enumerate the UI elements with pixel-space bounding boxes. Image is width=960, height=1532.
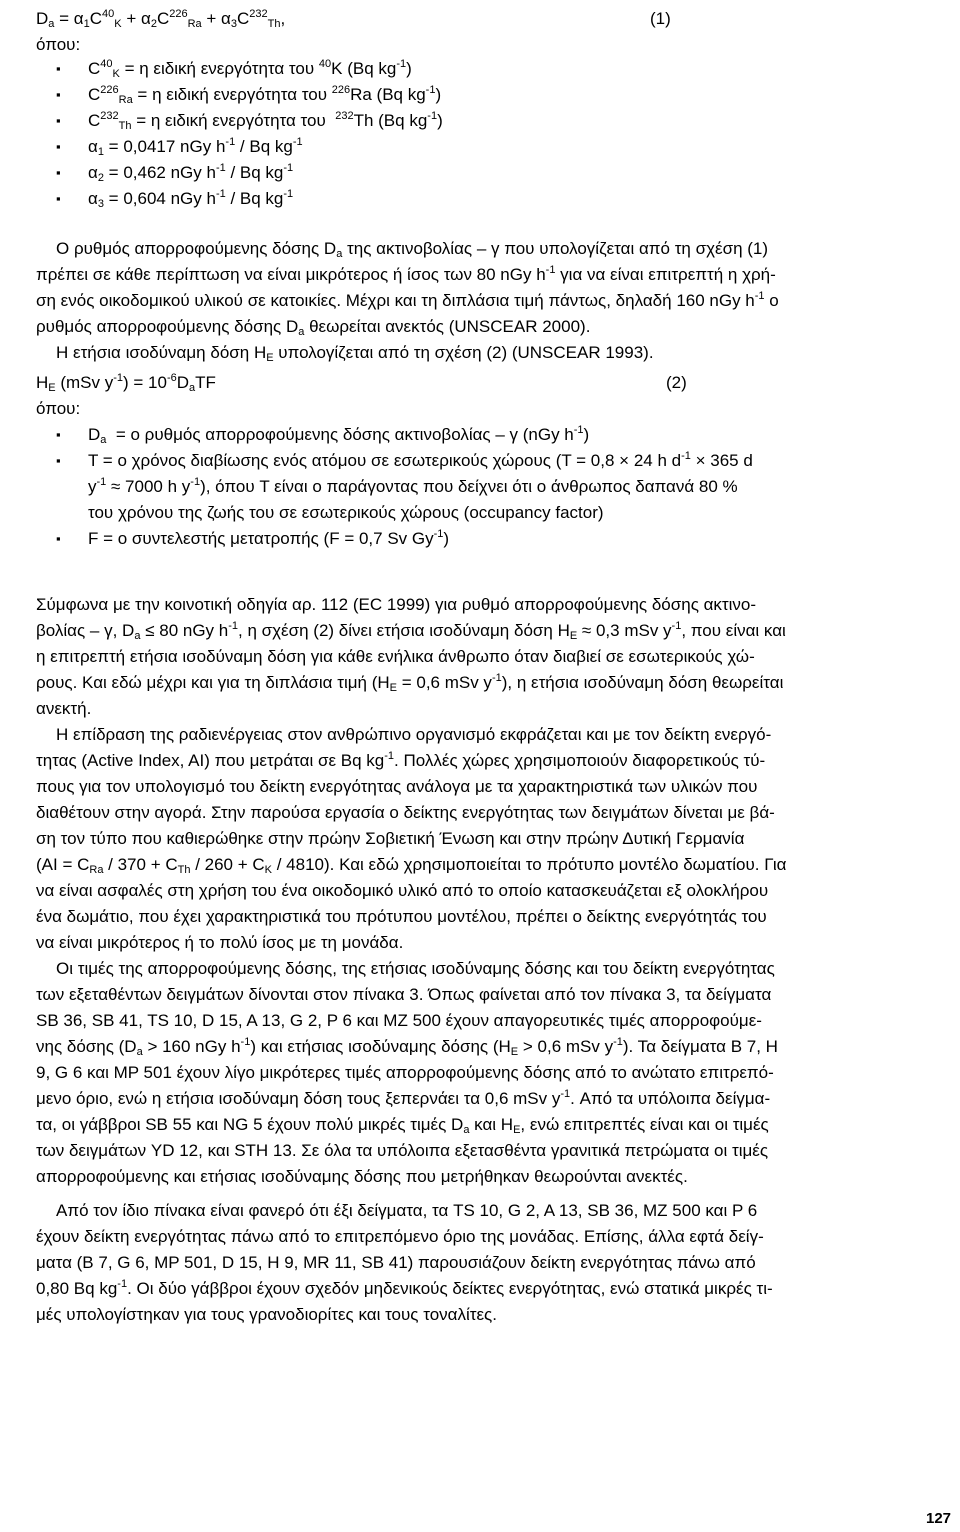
equation-1: $D_a = \alpha_1C^{40}_K + \alpha_2C^{226}_{Ra} + \alpha_3C^{232}_{Th}$, [36, 8, 286, 30]
bullet-icon: ▪ [56, 453, 61, 468]
paragraph-line: Από τον ίδιο πίνακα είναι φανερό ότι έξι δείγματα, τα TS 10, G 2, A 13, SB 36, MZ 500 και P 6 [56, 1201, 758, 1220]
paragraph-line: πους για τον υπολογισμό του δείκτη ενεργότητας ανάλογα με τα χαρακτηριστικά των υλικών που [36, 777, 758, 796]
paragraph-line: ένα δωμάτιο, που έχει χαρακτηριστικά του πρότυπου μοντέλου, πρέπει ο δείκτης ενεργότητάς του [36, 907, 767, 926]
paragraph-line: νης δόσης ($D_a > 160$ nGy $h^{-1}$) και ετήσιας ισοδύναμης δόσης ($H_E > 0,6$ mSv $y^{-1}$). Τα δείγματα B 7, H [36, 1036, 778, 1058]
paragraph-line: 0,80 Bq $kg^{-1}$. Οι δύο γάββροι έχουν σχεδόν μηδενικούς δείκτες ενεργότητας, ενώ στατικά μικρές τι- [36, 1278, 773, 1298]
paragraph-line: ση ενός οικοδομικού υλικού σε κατοικίες. Μέχρι και τη διπλάσια τιμή πάντως, δηλαδή 160 nGy $h^{-1}$ ο [36, 290, 779, 310]
paragraph-line: των εξεταθέντων δειγμάτων δίνονται στον πίνακα 3. Όπως φαίνεται από τον πίνακα 3, τα δείγματα [36, 985, 772, 1004]
bullet-icon: ▪ [56, 113, 61, 128]
paragraph-line: Η ετήσια ισοδύναμη δόση $H_E$ υπολογίζεται από τη σχέση (2) (UNSCEAR 1993). [56, 343, 654, 364]
bullet-icon: ▪ [56, 531, 61, 546]
equation-2-number: (2) [666, 373, 687, 392]
bullet-icon: ▪ [56, 139, 61, 154]
paragraph-line: Σύμφωνα με την κοινοτική οδηγία αρ. 112 (EC 1999) για ρυθμό απορροφούμενης δόσης ακτινο- [36, 595, 757, 614]
paragraph-line: Ο ρυθμός απορροφούμενης δόσης $D_a$ της ακτινοβολίας – γ που υπολογίζεται από τη σχέση (1) [56, 239, 769, 260]
definition-continuation: του χρόνου της ζωής του σε εσωτερικούς χώρους (occupancy factor) [88, 503, 604, 522]
paragraph-line: απορροφούμενης και ετήσιας ισοδύναμης δόσης που μετρήθηκαν θεωρούνται ανεκτές. [36, 1167, 688, 1186]
paragraph-line: τα, οι γάββροι SB 55 και NG 5 έχουν πολύ μικρές τιμές $D_a$ και $H_E$, ενώ επιτρεπτές είναι και οι τιμές [36, 1115, 769, 1136]
paragraph-line: 9, G 6 και MP 501 έχουν λίγο μικρότερες τιμές απορροφούμενης δόσης από το ανώτατο επιτρεπό- [36, 1063, 774, 1082]
paragraph-line: SB 36, SB 41, TS 10, D 15, A 13, G 2, P 6 και MZ 500 έχουν απαγορευτικές τιμές απορροφούμε- [36, 1011, 762, 1030]
paragraph-line: ματα (B 7, G 6, MP 501, D 15, H 9, MR 11, SB 41) παρουσιάζουν δείκτη ενεργότητας πάνω από [36, 1253, 756, 1272]
paragraph-line: τητας (Active Index, AI) που μετράται σε Bq $kg^{-1}$. Πολλές χώρες χρησιμοποιούν διαφορετικούς τύ- [36, 750, 766, 770]
bullet-icon: ▪ [56, 165, 61, 180]
document-page: $D_a = \alpha_1C^{40}_K + \alpha_2C^{226}_{Ra} + \alpha_3C^{232}_{Th}$, (1) όπου: ▪ $C^{40}_K = \eta$ ειδική ενεργότητα του $^{40}$K (Bq $kg^{-1}$) ▪ $C^{226}_{Ra} = \eta$ ειδική ενεργότητα του $^{226}$Ra (Bq $kg^{-1}$) ▪ $C^{232}_{Th} = \eta$ ειδική ενεργότητα του $^{232}$Th (Bq $kg^{-1}$) ▪ $\alpha_1 = 0,0417$ nGy $h^{-1}$ / Bq $kg^{-1}$ ▪ $\alpha_2 = 0,462$ nGy $h^{-1}$ / Bq $kg^{-1}$ ▪ $\alpha_3 = 0,604$ nGy $h^{-1}$ / Bq $kg^{-1}$ Ο ρυθμός απορροφούμενης δόσης $D_a$ της ακτινοβολίας – γ που υπολογίζεται από τη σχέση (1) πρέπει σε κάθε περίπτωση να είναι μικρότερος ή ίσος των 80 nGy $h^{-1}$ για να είναι επιτρεπτή η χρή- ση ενός οικοδομικού υλικού σε κατοικίες. Μέχρι και τη διπλάσια τιμή πάντως, δηλαδή 160 nGy $h^{-1}$ ο ρυθμός απορροφούμενης δόσης $D_a$ θεωρείται ανεκτός (UNSCEAR 2000). Η ετήσια ισοδύναμη δόση $H_E$ υπολογίζεται από τη σχέση (2) (UNSCEAR 1993). $H_E$ (mSv $y^{-1}) = 10^{-6}D_aTF$ (2) όπου: ▪ $D_a = o$ ρυθμός απορροφούμενης δόσης ακτινοβολίας – γ (nGy $h^{-1}$) ▪ T = ο χρόνος διαβίωσης ενός ατόμου σε εσωτερικούς χώρους (T = 0,8 × 24 h $d^{-1} \times 365$ d $y^{-1} \approx 7000$ h $y^{-1}$), όπου T είναι ο παράγοντας που δείχνει ότι ο άνθρωπος δαπανά 80 % του χρόνου της ζωής του σε εσωτερικούς χώρους (occupancy factor) ▪ F = ο συντελεστής μετατροπής (F = 0,7 Sv $Gy^{-1}$) Σύμφωνα με την κοινοτική οδηγία αρ. 112 (EC 1999) για ρυθμό απορροφούμενης δόσης ακτινο- βολίας – γ, $D_a \le 80$ nGy $h^{-1}$, η σχέση (2) δίνει ετήσια ισοδύναμη δόση $H_E \approx 0,3$ mSv $y^{-1}$, που είναι και η επιτρεπτή ετήσια ισοδύναμη δόση για κάθε ενήλικα άνθρωπο όταν διαβιεί σε εσωτερικούς χώ- ρους. Και εδώ μέχρι και για τη διπλάσια τιμή ($H_E = 0,6$ mSv $y^{-1}$), η ετήσια ισοδύναμη δόση θεωρείται ανεκτή. Η επίδραση της ραδιενέργειας στον ανθρώπινο οργανισμό εκφράζεται και με τον δείκτη ενεργό- τητας (Active Index, AI) που μετράται σε Bq $kg^{-1}$. Πολλές χώρες χρησιμοποιούν διαφορετικούς τύ- πους για τον υπολογισμό του δείκτη ενεργότητας ανάλογα με τα χαρακτηριστικά των υλικών που διαθέτουν στην αγορά. Στην παρούσα εργασία ο δείκτης ενεργότητας των δειγμάτων δίνεται με βά- ση τον τύπο που καθιερώθηκε στην πρώην Σοβιετική Ένωση και στην πρώην Δυτική Γερμανία $(AI = C_{Ra} / 370 + C_{Th} / 260 + C_K / 4810)$. Και εδώ χρησιμοποιείται το πρότυπο μοντέλο δωματίου. Για να είναι ασφαλές στη χρήση του ένα οικοδομικό υλικό από το οποίο κατασκευάζεται εξ ολοκλήρου ένα δωμάτιο, που έχει χαρακτηριστικά του πρότυπου μοντέλου, πρέπει ο δείκτης ενεργότητάς του να είναι μικρότερος ή το πολύ ίσος με τη μονάδα. Οι τιμές της απορροφούμενης δόσης, της ετήσιας ισοδύναμης δόσης και του δείκτη ενεργότητας των εξεταθέντων δειγμάτων δίνονται στον πίνακα 3. Όπως φαίνεται από τον πίνακα 3, τα δείγματα SB 36, SB 41, TS 10, D 15, A 13, G 2, P 6 και MZ 500 έχουν απαγορευτικές τιμές απορροφούμε- νης δόσης ($D_a > 160$ nGy $h^{-1}$) και ετήσιας ισοδύναμης δόσης ($H_E > 0,6$ mSv $y^{-1}$). Τα δείγματα B 7, H 9, G 6 και MP 501 έχουν λίγο μικρότερες τιμές απορροφούμενης δόσης από το ανώτατο επιτρεπό- μενο όριο, ενώ η ετήσια ισοδύναμη δόση τους ξεπερνάει τα 0,6 mSv $y^{-1}$. Από τα υπόλοιπα δείγμα- τα, οι γάββροι SB 55 και NG 5 έχουν πολύ μικρές τιμές $D_a$ και $H_E$, ενώ επιτρεπτές είναι και οι τιμές των δειγμάτων YD 12, και STH 13. Σε όλα τα υπόλοιπα εξετασθέντα γρανιτικά πετρώματα οι τιμές απορροφούμενης και ετήσιας ισοδύναμης δόσης που μετρήθηκαν θεωρούνται ανεκτές. Από τον ίδιο πίνακα είναι φανερό ότι έξι δείγματα, τα TS 10, G 2, A 13, SB 36, MZ 500 και P 6 έχουν δείκτη ενεργότητας πάνω από το επιτρεπόμενο όριο της μονάδας. Επίσης, άλλα εφτά δείγ- ματα (B 7, G 6, MP 501, D 15, H 9, MR 11, SB 41) παρουσιάζουν δείκτη ενεργότητας πάνω από 0,80 Bq $kg^{-1}$. Οι δύο γάββροι έχουν σχεδόν μηδενικούς δείκτες ενεργότητας, ενώ στατικά μικρές τι- μές υπολογίστηκαν για τους γρανοδιορίτες και τους τοναλίτες. 127 [36, 0, 960, 1532]
paragraph-line: έχουν δείκτη ενεργότητας πάνω από το επιτρεπόμενο όριο της μονάδας. Επίσης, άλλα εφτά δείγ- [36, 1227, 764, 1246]
where-label-1: όπου: [36, 35, 81, 54]
where-label-2: όπου: [36, 399, 81, 418]
paragraph-line: $(AI = C_{Ra} / 370 + C_{Th} / 260 + C_K / 4810)$. Και εδώ χρησιμοποιείται το πρότυπο μοντέλο δωματίου. Για [36, 855, 787, 876]
paragraph-line: ση τον τύπο που καθιερώθηκε στην πρώην Σοβιετική Ένωση και στην πρώην Δυτική Γερμανία [36, 829, 745, 848]
definition-continuation: $y^{-1} \approx 7000$ h $y^{-1}$), όπου T είναι ο παράγοντας που δείχνει ότι ο άνθρωπος δαπανά 80 % [88, 476, 738, 496]
paragraph-line: μές υπολογίστηκαν για τους γρανοδιορίτες και τους τοναλίτες. [36, 1305, 497, 1324]
equation-1-number: (1) [650, 9, 671, 28]
paragraph-line: διαθέτουν στην αγορά. Στην παρούσα εργασία ο δείκτης ενεργότητας των δειγμάτων δίνεται με βά- [36, 803, 775, 822]
paragraph-line: βολίας – γ, $D_a \le 80$ nGy $h^{-1}$, η σχέση (2) δίνει ετήσια ισοδύναμη δόση $H_E \approx 0,3$ mSv $y^{-1}$, που είναι και [36, 620, 786, 642]
bullet-icon: ▪ [56, 191, 61, 206]
paragraph-line: των δειγμάτων YD 12, και STH 13. Σε όλα τα υπόλοιπα εξετασθέντα γρανιτικά πετρώματα οι τιμές [36, 1141, 769, 1160]
paragraph-line: η επιτρεπτή ετήσια ισοδύναμη δόση για κάθε ενήλικα άνθρωπο όταν διαβιεί σε εσωτερικούς χώ- [36, 647, 755, 666]
paragraph-line: Η επίδραση της ραδιενέργειας στον ανθρώπινο οργανισμό εκφράζεται και με τον δείκτη ενεργό- [56, 725, 772, 744]
paragraph-line: πρέπει σε κάθε περίπτωση να είναι μικρότερος ή ίσος των 80 nGy $h^{-1}$ για να είναι επιτρεπτή η χρή- [36, 264, 776, 284]
paragraph-line: ρους. Και εδώ μέχρι και για τη διπλάσια τιμή ($H_E = 0,6$ mSv $y^{-1}$), η ετήσια ισοδύναμη δόση θεωρείται [36, 672, 784, 694]
paragraph-line: ανεκτή. [36, 699, 92, 718]
paragraph-line: Οι τιμές της απορροφούμενης δόσης, της ετήσιας ισοδύναμης δόσης και του δείκτη ενεργότητας [56, 959, 775, 978]
bullet-icon: ▪ [56, 61, 61, 76]
equation-2: $H_E$ (mSv $y^{-1}) = 10^{-6}D_aTF$ [36, 372, 216, 394]
paragraph-line: μενο όριο, ενώ η ετήσια ισοδύναμη δόση τους ξεπερνάει τα 0,6 mSv $y^{-1}$. Από τα υπόλοιπα δείγμα- [36, 1088, 771, 1108]
page-number: 127 [926, 1510, 952, 1527]
bullet-icon: ▪ [56, 427, 61, 442]
paragraph-line: να είναι μικρότερος ή το πολύ ίσος με τη μονάδα. [36, 933, 404, 952]
bullet-icon: ▪ [56, 87, 61, 102]
paragraph-line: να είναι ασφαλές στη χρήση του ένα οικοδομικό υλικό από το οποίο κατασκευάζεται εξ ολοκλήρου [36, 881, 769, 900]
paragraph-line: ρυθμός απορροφούμενης δόσης $D_a$ θεωρείται ανεκτός (UNSCEAR 2000). [36, 317, 591, 338]
